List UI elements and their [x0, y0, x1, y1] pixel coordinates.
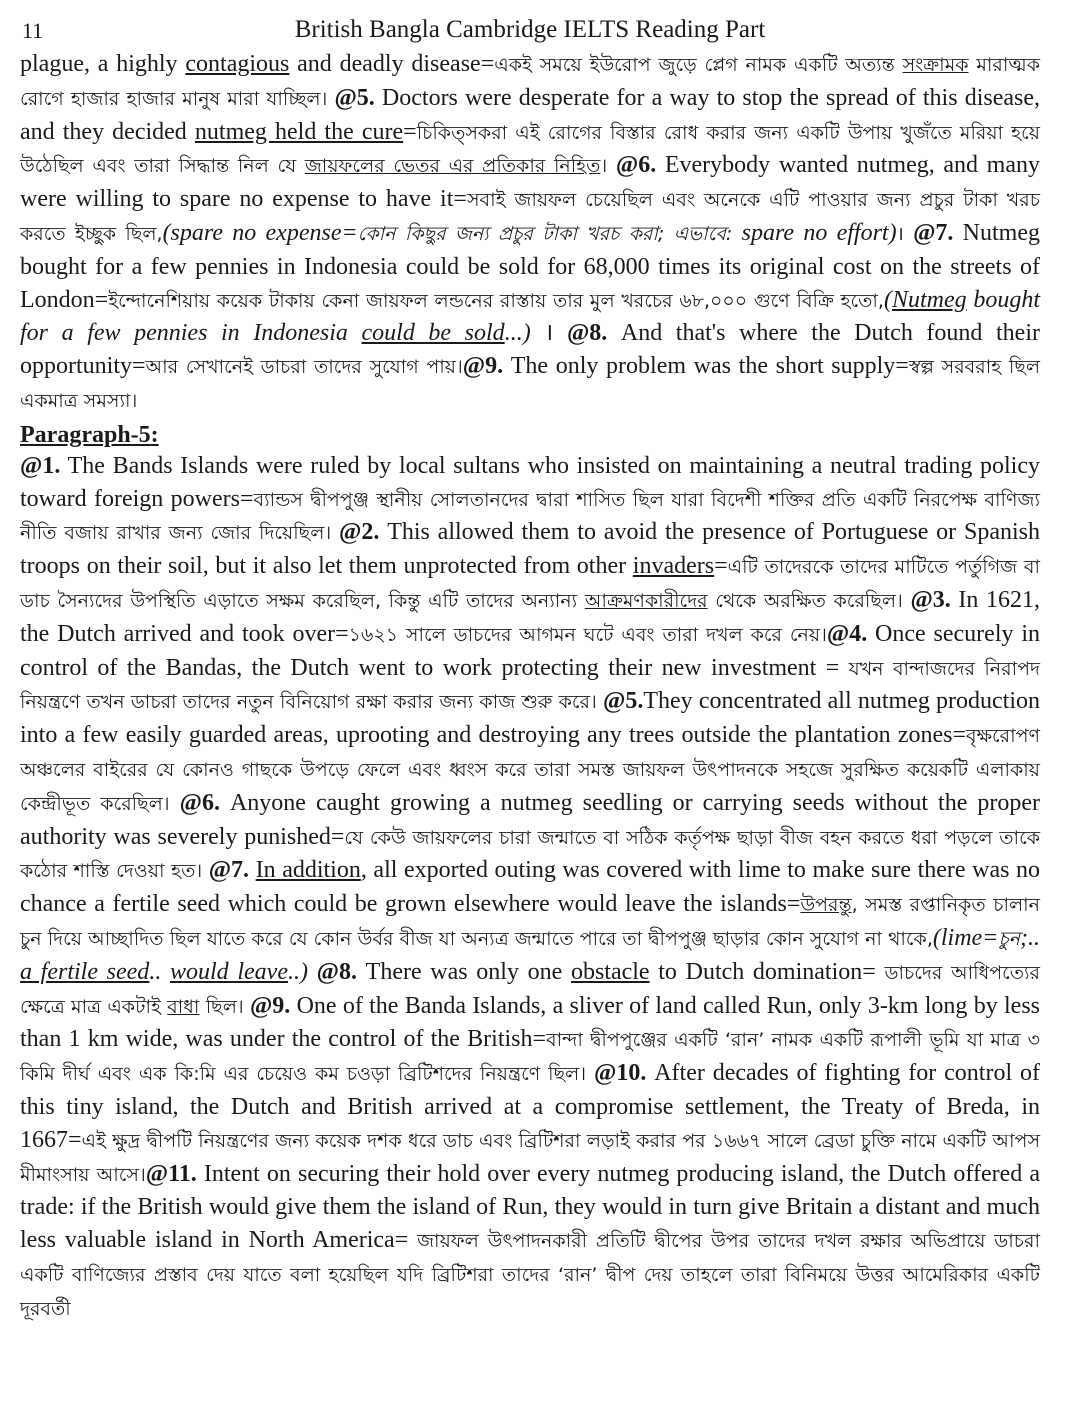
sentence-marker: @1.	[20, 452, 61, 479]
heading-text: Paragraph-5	[20, 421, 151, 448]
bangla-text: একই সময়ে ইউরোপ জুড়ে প্লেগ নামক একটি অত্যন্ত	[494, 54, 903, 76]
underlined-word: invaders	[632, 553, 715, 580]
sentence-marker: @9.	[249, 992, 291, 1019]
underlined-phrase: could be sold	[361, 320, 505, 347]
sentence-marker: @4.	[826, 620, 868, 647]
italic-note: (lime=	[932, 924, 999, 951]
bangla-text: মারাত্মক রোগে হাজার হাজার মানুষ মারা যাচ্ছিল।	[20, 54, 1040, 110]
paragraph-5	[20, 450, 1040, 1326]
text-run: There was only one	[356, 958, 571, 985]
italic-note: ;..	[1020, 924, 1040, 951]
bangla-text: চিকিত্সকরা এই রোগের বিস্তার রোধ করার জন্য একটি উপায় খুজঁতে মরিয়া হয়ে উঠেছিল এবং তারা সিদ্ধান্ত নিল যে	[20, 121, 1040, 178]
bangla-text: ইন্দোনেশিয়ায় কয়েক টাকায় কেনা জায়ফল লন্ডনের রাস্তায় তার মুল খরচের ৬৮,০০০ গুণে বিক্রি হতো,	[108, 289, 884, 312]
text-run: The Bands Islands were ruled by local sultans who insisted on maintaining a neutral trading policy toward foreign powers=	[20, 452, 1040, 512]
text-run: =	[714, 553, 728, 580]
italic-note: bought for a few pennies in Indonesia	[20, 286, 1041, 347]
sentence-marker: @6.	[179, 789, 220, 816]
italic-bangla-note: চুন	[998, 927, 1020, 950]
bangla-text: ।	[600, 155, 616, 178]
bangla-text: ।	[896, 222, 914, 245]
text-run: and deadly disease=	[289, 51, 495, 77]
bangla-text: ডাচদের আধিপত্যের ক্ষেত্রে মাত্র একটাই	[20, 961, 1040, 1018]
text-run: And that's where the Dutch found their opportunity=	[20, 320, 1040, 380]
sentence-marker: @2.	[339, 519, 380, 546]
text-run: Everybody wanted nutmeg, and many were willing to spare no expense to have it=	[20, 152, 1040, 213]
text-run: In 1621, the Dutch arrived and took over=	[20, 586, 1040, 647]
sentence-marker: @3.	[910, 586, 951, 613]
bangla-text: এটি তাদেরকে তাদের মাটিতে পর্তুগিজ বা ডাচ সৈন্যদের উপস্থিতি এড়াতে সক্ষম করেছিল, কিন্তু এটি তাদের অন্যান্য	[20, 556, 1040, 612]
text-run: One of the Banda Islands, a sliver of land called Run, only 3-km long by less than 1 km wide, was under the control of the British=	[20, 992, 1040, 1053]
bangla-text: যখন বান্দাজদের নিরাপদ নিয়ন্ত্রণে তখন ডাচরা তাদের নতুন বিনিয়োগ রক্ষা করার জন্য কাজ শুরু করে।	[20, 657, 1040, 714]
sentence-marker: @5.	[603, 688, 644, 715]
sentence-marker: @10.	[594, 1060, 647, 1087]
text-run: Once securely in control of the Bandas, the Dutch went to work protecting their new investment =	[20, 620, 1041, 681]
underlined-phrase: a fertile seed	[20, 958, 150, 985]
italic-note: (	[883, 286, 892, 313]
bangla-text: থেকে অরক্ষিত করেছিল।	[707, 589, 911, 612]
sentence-marker: @6.	[615, 152, 657, 179]
text-run: After decades of fighting for control of this tiny island, the Dutch and British arrived at a compromise settlement, the Treaty of Breda, in 1667=	[20, 1060, 1040, 1153]
sentence-marker: @9.	[462, 353, 504, 380]
text-run: ।	[530, 320, 567, 347]
text-run: The only problem was the short supply=	[503, 353, 909, 380]
bangla-text: জায়ফল উৎপাদনকারী প্রতিটি দ্বীপের উপর তাদের দখল রক্ষার অভিপ্রায়ে ডাচরা একটি বাণিজ্যের প্রস্তাব দেয় যাতে বলা হয়েছিল যদি ব্রিটিশরা তাদের ‘রান’ দ্বীপ দেয় তাহলে তারা বিনিময়ে উত্তর আমেরিকার একটি দূরবর্তী	[20, 1230, 1040, 1320]
bangla-text: আর সেখানেই ডাচরা তাদের সুযোগ পায়।	[145, 356, 463, 379]
heading-colon: :	[150, 421, 159, 448]
text-run: This allowed them to avoid the presence of Portuguese or Spanish troops on their soil, but it also let them unprotected from other	[20, 519, 1041, 580]
bangla-text: বৃক্ষরোপণ অঞ্চলের বাইরের যে কোনও গাছকে উপড়ে ফেলে এবং ধ্বংস করে তারা সমস্ত জায়ফল উৎপাদনকে সহজে সুরক্ষিত কয়েকটি এলাকায় কেন্দ্রীভূত করেছিল।	[20, 725, 1040, 815]
underlined-phrase: nutmeg held the cure	[194, 118, 404, 145]
underlined-word: বাধা	[167, 995, 200, 1018]
text-run: Nutmeg bought for a few pennies in Indonesia could be sold for 68,000 times its original cost on the streets of London=	[20, 219, 1041, 313]
underlined-phrase: জায়ফলের ভেতর এর প্রতিকার নিহিত	[304, 155, 601, 178]
bangla-text: ১৬২১ সালে ডাচদের আগমন ঘটে এবং তারা দখল করে নেয়।	[348, 623, 827, 646]
text-run: Intent on securing their hold over every nutmeg producing island, the Dutch offered a trade: if the British would give them the island of Run, they would in turn give Britain a distant and much less valuable island in North America=	[20, 1160, 1040, 1254]
underlined-word: আক্রমণকারীদের	[584, 589, 708, 612]
italic-note: (spare no expense=	[162, 219, 358, 246]
italic-bangla-note: কোন কিছুর জন্য প্রচুর টাকা খরচ করা; এভাবে:	[357, 222, 742, 245]
sentence-marker: @5.	[334, 84, 375, 111]
bangla-text: ছিল।	[199, 995, 250, 1018]
underlined-word: উপরন্তু	[800, 894, 852, 917]
text-run: Doctors were desperate for a way to stop the spread of this disease, and they decided	[20, 84, 1041, 145]
underlined-word: obstacle	[570, 958, 650, 985]
bangla-text: সবাই জায়ফল চেয়েছিল এবং অনেকে এটি পাওয়ার জন্য প্রচুর টাকা খরচ করতে ইচ্ছুক ছিল,	[20, 189, 1040, 245]
bangla-text: এই ক্ষুদ্র দ্বীপটি নিয়ন্ত্রণের জন্য কয়েক দশক ধরে ডাচ এবং ব্রিটিশরা লড়াই করার পর ১৬৬৭ সালে ব্রেডা চুক্তি নামে একটি আপস মীমাংসায় আসে।	[20, 1129, 1040, 1186]
italic-note: ...)	[504, 320, 531, 347]
underlined-phrase: would leave	[170, 958, 288, 985]
page-body	[20, 48, 1040, 1325]
text-run: plague, a highly	[20, 51, 186, 77]
italic-note: ..)	[287, 958, 308, 985]
bangla-text: স্বল্প সরবরাহ ছিল একমাত্র সমস্যা।	[20, 356, 1040, 412]
underlined-phrase: In addition	[255, 857, 361, 884]
text-run: They concentrated all nutmeg production into a few easily guarded areas, uprooting and destroying any trees outside the plantation zones=	[20, 688, 1040, 749]
sentence-marker: @7.	[208, 857, 250, 884]
text-run: to Dutch domination=	[649, 958, 885, 985]
text-run: , all exported outing was covered with lime to make sure there was no chance a fertile seed which could be grown elsewhere would leave the islands=	[20, 857, 1041, 918]
sentence-marker: @8.	[566, 320, 608, 347]
underlined-word: Nutmeg	[891, 286, 967, 313]
underlined-word: সংক্রামক	[902, 54, 969, 76]
bangla-text: , সমস্ত রপ্তানিকৃত চালান চুন দিয়ে আচ্ছাদিত ছিল যাতে করে যে কোন উর্বর বীজ যা অন্যত্র জন্মাতে পারে তা দ্বীপপুঞ্জ ছাড়ার কোন সুযোগ না থাকে,	[20, 894, 1040, 950]
text-run	[249, 857, 256, 883]
text-run: Anyone caught growing a nutmeg seedling or carrying seeds without the proper authority was severely punished=	[20, 789, 1041, 850]
sentence-marker: @8.	[307, 958, 357, 985]
sentence-marker: @11.	[145, 1160, 197, 1187]
page-number: 11	[22, 18, 44, 43]
bangla-text: যে কেউ জায়ফলের চারা জন্মাতে বা সঠিক কর্তৃপক্ষ ছাড়া বীজ বহন করতে ধরা পড়লে তাকে কঠোর শাস্তি দেওয়া হত।	[20, 826, 1040, 883]
bangla-text: বান্দা দ্বীপপুঞ্জের একটি ‘রান’ নামক একটি রূপালী ভূমি যা মাত্র ৩ কিমি দীর্ঘ এবং এক কি:মি এর চেয়েও কম চওড়া ব্রিটিশদের নিয়ন্ত্রণে ছিল।	[20, 1029, 1040, 1086]
italic-note: ..	[149, 958, 170, 985]
paragraph-4-continued	[20, 48, 1040, 418]
italic-note: spare no effort)	[741, 219, 897, 246]
underlined-word: contagious	[185, 51, 290, 77]
bangla-text: ব্যান্ডস দ্বীপপুঞ্জ স্থানীয় সোলতানদের দ্বারা শাসিত ছিল যারা বিদেশী শক্তির প্রতি একটি নিরপেক্ষ বাণিজ্য নীতি বজায় রাখার জন্য জোর দিয়েছিল।	[20, 488, 1040, 545]
paragraph-5-heading	[20, 420, 1040, 450]
page-title: British Bangla Cambridge IELTS Reading Part	[294, 16, 766, 43]
sentence-marker: @7.	[913, 219, 954, 246]
page-header	[20, 14, 1040, 48]
text-run: =	[403, 118, 417, 145]
